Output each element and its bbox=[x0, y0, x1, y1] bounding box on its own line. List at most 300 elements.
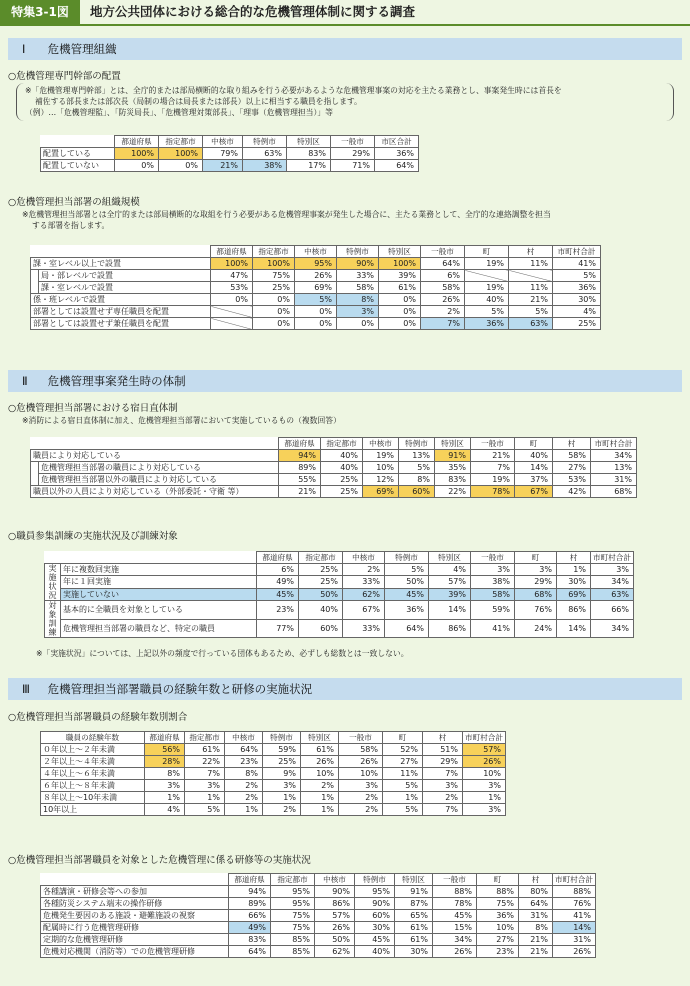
cell: 10% bbox=[339, 768, 383, 780]
cell: 7% bbox=[471, 462, 515, 474]
cell: 71% bbox=[331, 160, 375, 172]
cell: 49% bbox=[229, 922, 271, 934]
col-header: 都道府県 bbox=[229, 874, 271, 886]
col-header: 一般市 bbox=[471, 552, 515, 564]
cell: 21% bbox=[203, 160, 243, 172]
cell: 13% bbox=[591, 462, 637, 474]
cell: 89% bbox=[229, 898, 271, 910]
cell: 69% bbox=[557, 588, 591, 600]
cell: 29% bbox=[331, 148, 375, 160]
cell: 7% bbox=[423, 768, 463, 780]
cell: 19% bbox=[465, 282, 509, 294]
cell: 0% bbox=[253, 318, 295, 330]
cell: 3% bbox=[145, 780, 185, 792]
cell: 25% bbox=[553, 318, 601, 330]
cell: 60% bbox=[355, 910, 395, 922]
table-row bbox=[45, 601, 634, 620]
cell: 100% bbox=[211, 258, 253, 270]
t4-note: ※「実施状況」については、上記以外の頻度で行っている団体もあるため、必ずしも総数とは一致しない。 bbox=[36, 649, 409, 658]
col-header: 中核市 bbox=[343, 552, 385, 564]
cell: 4% bbox=[553, 306, 601, 318]
cell: 3% bbox=[423, 780, 463, 792]
cell: 3% bbox=[463, 804, 506, 816]
table-row bbox=[41, 898, 596, 910]
cell: 7% bbox=[185, 768, 225, 780]
col-header: 指定都市 bbox=[321, 438, 363, 450]
cell: 34% bbox=[591, 619, 634, 638]
col-header: 中核市 bbox=[295, 246, 337, 258]
cell: 75% bbox=[477, 898, 519, 910]
cell: 0% bbox=[295, 318, 337, 330]
cell: 33% bbox=[343, 619, 385, 638]
cell: 3% bbox=[591, 564, 634, 576]
cell: 60% bbox=[299, 619, 343, 638]
table-row bbox=[41, 744, 506, 756]
row-label: 職員以外の人員により対応している（外部委託・守衛 等） bbox=[31, 486, 279, 498]
row-label: 危機管理担当部署の職員により対応している bbox=[39, 462, 279, 474]
cell: 41% bbox=[553, 910, 596, 922]
cell: 9% bbox=[263, 768, 301, 780]
cell: 8% bbox=[145, 768, 185, 780]
cell: 4% bbox=[429, 564, 471, 576]
corner-cell bbox=[39, 438, 279, 450]
table-row bbox=[41, 886, 596, 898]
t2-note bbox=[22, 209, 551, 231]
row-label: 危機発生要因のある施設・避難施設の視察 bbox=[41, 910, 229, 922]
corner-cell bbox=[61, 552, 257, 564]
cell: 64% bbox=[375, 160, 419, 172]
cell: 61% bbox=[395, 934, 433, 946]
cell: 21% bbox=[279, 486, 321, 498]
group-label-status: 実施状況 bbox=[45, 564, 61, 601]
col-header: 特別区 bbox=[287, 136, 331, 148]
table-row bbox=[45, 564, 634, 576]
table-header-row bbox=[45, 552, 634, 564]
table-row bbox=[31, 318, 601, 330]
cell: 88% bbox=[433, 886, 477, 898]
row-label: 危機管理担当部署以外の職員により対応している bbox=[39, 474, 279, 486]
cell: 8% bbox=[337, 294, 379, 306]
indent-cell bbox=[31, 474, 39, 486]
cell: 23% bbox=[225, 756, 263, 768]
cell: 30% bbox=[355, 922, 395, 934]
cell: 85% bbox=[271, 934, 315, 946]
cell: 5% bbox=[295, 294, 337, 306]
table-row bbox=[45, 619, 634, 638]
cell: 90% bbox=[355, 898, 395, 910]
cell: 40% bbox=[299, 601, 343, 620]
col-header: 都道府県 bbox=[145, 732, 185, 744]
header-rule bbox=[0, 24, 690, 26]
row-label: 部署としては設置せず兼任職員を配置 bbox=[31, 318, 211, 330]
cell: 41% bbox=[553, 258, 601, 270]
t1-definition-note bbox=[16, 83, 674, 121]
col-header: 中核市 bbox=[203, 136, 243, 148]
cell: 5% bbox=[465, 306, 509, 318]
col-header: 一般市 bbox=[471, 438, 515, 450]
cell: 35% bbox=[435, 462, 471, 474]
cell: 2% bbox=[421, 306, 465, 318]
row-label: ６年以上～８年未満 bbox=[41, 780, 145, 792]
cell: 0% bbox=[379, 294, 421, 306]
cell: 0% bbox=[379, 318, 421, 330]
table-header-row bbox=[41, 136, 419, 148]
cell: 12% bbox=[363, 474, 399, 486]
cell: 67% bbox=[515, 486, 553, 498]
table-row bbox=[31, 486, 637, 498]
cell: 64% bbox=[519, 898, 553, 910]
table-row bbox=[31, 282, 601, 294]
table-row bbox=[41, 160, 419, 172]
cell: 30% bbox=[553, 294, 601, 306]
cell: 45% bbox=[433, 910, 477, 922]
row-label: 職員により対応している bbox=[31, 450, 279, 462]
cell: 50% bbox=[315, 934, 355, 946]
cell: 1% bbox=[145, 792, 185, 804]
col-header: 都道府県 bbox=[211, 246, 253, 258]
cell: 13% bbox=[399, 450, 435, 462]
cell: 28% bbox=[145, 756, 185, 768]
t3-heading: ○危機管理担当部署における宿日直体制 bbox=[8, 403, 178, 414]
row-label: 局・部レベルで設置 bbox=[39, 270, 211, 282]
cell: 63% bbox=[591, 588, 634, 600]
row-label: 年に１回実施 bbox=[61, 576, 257, 588]
cell: 1% bbox=[185, 792, 225, 804]
col-header: 指定都市 bbox=[185, 732, 225, 744]
cell: 14% bbox=[557, 619, 591, 638]
cell: 19% bbox=[471, 474, 515, 486]
cell: 100% bbox=[379, 258, 421, 270]
row-label: 定期的な危機管理研修 bbox=[41, 934, 229, 946]
cell: 52% bbox=[383, 744, 423, 756]
table-row bbox=[31, 450, 637, 462]
cell: 69% bbox=[363, 486, 399, 498]
col-header: 一般市 bbox=[421, 246, 465, 258]
cell: 60% bbox=[399, 486, 435, 498]
table-row bbox=[45, 576, 634, 588]
figure-header bbox=[0, 0, 690, 24]
cell: 58% bbox=[337, 282, 379, 294]
cell: 62% bbox=[343, 588, 385, 600]
cell: 5% bbox=[383, 780, 423, 792]
col-header: 市町村合計 bbox=[591, 438, 637, 450]
cell: 45% bbox=[257, 588, 299, 600]
t3-note: ※消防による宿日直体制に加え、危機管理担当部署において実施しているもの（複数回答） bbox=[22, 416, 341, 425]
cell: 76% bbox=[515, 601, 557, 620]
cell: 2% bbox=[225, 780, 263, 792]
col-header: 特別区 bbox=[429, 552, 471, 564]
cell: 1% bbox=[225, 804, 263, 816]
cell: 24% bbox=[515, 619, 557, 638]
empty-cell bbox=[211, 306, 253, 318]
corner-cell bbox=[31, 246, 39, 258]
col-header: 村 bbox=[553, 438, 591, 450]
cell: 58% bbox=[553, 450, 591, 462]
cell: 34% bbox=[591, 450, 637, 462]
experience-years-table bbox=[40, 731, 506, 816]
col-header: 一般市 bbox=[331, 136, 375, 148]
section-1-heading bbox=[8, 38, 682, 60]
cell: 14% bbox=[429, 601, 471, 620]
cell: 21% bbox=[519, 946, 553, 958]
cell: 3% bbox=[337, 306, 379, 318]
cell: 61% bbox=[395, 922, 433, 934]
cell: 29% bbox=[423, 756, 463, 768]
row-label: 10年以上 bbox=[41, 804, 145, 816]
cell: 26% bbox=[553, 946, 596, 958]
cell: 25% bbox=[299, 564, 343, 576]
cell: 23% bbox=[257, 601, 299, 620]
group-label-target: 対象訓練 bbox=[45, 601, 61, 638]
cell: 19% bbox=[465, 258, 509, 270]
cell: 90% bbox=[337, 258, 379, 270]
cell: 5% bbox=[383, 804, 423, 816]
corner-cell bbox=[31, 438, 39, 450]
cell: 67% bbox=[343, 601, 385, 620]
t1-note-line-3: （例）…「危機管理監」、「防災局長」、「危機管理対策部長」、「理事（危機管理担当）」等 bbox=[25, 108, 333, 117]
cell: 31% bbox=[553, 934, 596, 946]
cell: 25% bbox=[299, 576, 343, 588]
cell: 36% bbox=[465, 318, 509, 330]
row-label: ４年以上～６年未満 bbox=[41, 768, 145, 780]
cell: 21% bbox=[519, 934, 553, 946]
cell: 95% bbox=[295, 258, 337, 270]
cell: 59% bbox=[263, 744, 301, 756]
section-title: 危機管理事案発生時の体制 bbox=[47, 374, 186, 388]
row-label: 危機管理担当部署の職員など、特定の職員 bbox=[61, 619, 257, 638]
col-header: 村 bbox=[519, 874, 553, 886]
row-label: 課・室レベル以上で設置 bbox=[31, 258, 211, 270]
col-header: 市町村合計 bbox=[463, 732, 506, 744]
row-label: 部署としては設置せず専任職員を配置 bbox=[31, 306, 211, 318]
cell: 41% bbox=[471, 619, 515, 638]
col-header: 特別区 bbox=[379, 246, 421, 258]
col-header: 特例市 bbox=[243, 136, 287, 148]
t6-heading: ○危機管理担当部署職員を対象とした危機管理に係る研修等の実施状況 bbox=[8, 855, 311, 866]
cell: 26% bbox=[463, 756, 506, 768]
cell: 85% bbox=[271, 946, 315, 958]
cell: 3% bbox=[339, 780, 383, 792]
row-label: 配置している bbox=[41, 148, 115, 160]
corner-cell bbox=[41, 136, 115, 148]
cell: 17% bbox=[287, 160, 331, 172]
cell: 88% bbox=[553, 886, 596, 898]
table-row bbox=[41, 148, 419, 160]
cell: 100% bbox=[159, 148, 203, 160]
cell: 64% bbox=[421, 258, 465, 270]
cell: 23% bbox=[477, 946, 519, 958]
table-header-row bbox=[41, 732, 506, 744]
cell: 69% bbox=[295, 282, 337, 294]
cell: 90% bbox=[315, 886, 355, 898]
cell: 25% bbox=[253, 282, 295, 294]
cell: 56% bbox=[145, 744, 185, 756]
col-header: 市区合計 bbox=[375, 136, 419, 148]
col-header: 市町村合計 bbox=[553, 246, 601, 258]
cell: 36% bbox=[385, 601, 429, 620]
cell: 5% bbox=[553, 270, 601, 282]
cell: 1% bbox=[557, 564, 591, 576]
cell: 7% bbox=[421, 318, 465, 330]
cell: 2% bbox=[301, 780, 339, 792]
cell: 91% bbox=[395, 886, 433, 898]
row-label: 年に複数回実施 bbox=[61, 564, 257, 576]
col-header: 特例市 bbox=[385, 552, 429, 564]
cell: 14% bbox=[553, 922, 596, 934]
cell: 26% bbox=[315, 922, 355, 934]
cell: 11% bbox=[509, 282, 553, 294]
row-label: 課・室レベルで設置 bbox=[39, 282, 211, 294]
cell: 0% bbox=[253, 306, 295, 318]
cell: 42% bbox=[553, 486, 591, 498]
section-number: Ⅰ bbox=[22, 42, 26, 56]
table-row bbox=[41, 922, 596, 934]
table-row bbox=[31, 294, 601, 306]
cell: 78% bbox=[433, 898, 477, 910]
indent-cell bbox=[31, 282, 39, 294]
row-label: 配置していない bbox=[41, 160, 115, 172]
cell: 78% bbox=[471, 486, 515, 498]
col-header: 村 bbox=[509, 246, 553, 258]
cell: 64% bbox=[385, 619, 429, 638]
cell: 3% bbox=[471, 564, 515, 576]
training-table bbox=[40, 873, 596, 958]
cell: 10% bbox=[301, 768, 339, 780]
cell: 76% bbox=[553, 898, 596, 910]
cell: 34% bbox=[591, 576, 634, 588]
cell: 51% bbox=[423, 744, 463, 756]
cell: 79% bbox=[203, 148, 243, 160]
table-row bbox=[41, 934, 596, 946]
cell: 26% bbox=[295, 270, 337, 282]
cell: 33% bbox=[343, 576, 385, 588]
cell: 100% bbox=[115, 148, 159, 160]
cell: 80% bbox=[519, 886, 553, 898]
cell: 2% bbox=[225, 792, 263, 804]
row-label: 危機対応機関（消防等）での危機管理研修 bbox=[41, 946, 229, 958]
col-header: 指定都市 bbox=[299, 552, 343, 564]
cell: 2% bbox=[263, 804, 301, 816]
t2-note-line-2: する部署を指します。 bbox=[32, 221, 110, 230]
cell: 100% bbox=[253, 258, 295, 270]
col-header: 中核市 bbox=[363, 438, 399, 450]
cell: 62% bbox=[315, 946, 355, 958]
cell: 0% bbox=[115, 160, 159, 172]
cell: 22% bbox=[185, 756, 225, 768]
corner-header: 職員の経験年数 bbox=[41, 732, 145, 744]
table-row bbox=[45, 588, 634, 600]
cell: 31% bbox=[519, 910, 553, 922]
cell: 26% bbox=[301, 756, 339, 768]
cell: 25% bbox=[321, 474, 363, 486]
cell: 15% bbox=[433, 922, 477, 934]
cell: 59% bbox=[471, 601, 515, 620]
cell: 66% bbox=[591, 601, 634, 620]
row-label: ２年以上～４年未満 bbox=[41, 756, 145, 768]
cell: 5% bbox=[185, 804, 225, 816]
cell: 27% bbox=[553, 462, 591, 474]
cell: 6% bbox=[421, 270, 465, 282]
cell: 55% bbox=[279, 474, 321, 486]
col-header: 特別区 bbox=[301, 732, 339, 744]
col-header: 特例市 bbox=[355, 874, 395, 886]
figure-badge: 特集3-1図 bbox=[0, 0, 80, 24]
table-row bbox=[31, 270, 601, 282]
cell: 63% bbox=[509, 318, 553, 330]
cell: 95% bbox=[271, 898, 315, 910]
cell: 86% bbox=[557, 601, 591, 620]
cell: 53% bbox=[553, 474, 591, 486]
cell: 36% bbox=[375, 148, 419, 160]
cell: 65% bbox=[395, 910, 433, 922]
cell: 31% bbox=[591, 474, 637, 486]
cell: 86% bbox=[429, 619, 471, 638]
cell: 26% bbox=[339, 756, 383, 768]
col-header: 指定都市 bbox=[271, 874, 315, 886]
table-header-row bbox=[31, 246, 601, 258]
cell: 0% bbox=[253, 294, 295, 306]
cell: 19% bbox=[363, 450, 399, 462]
cell: 2% bbox=[423, 792, 463, 804]
cell: 50% bbox=[299, 588, 343, 600]
col-header: 特例市 bbox=[337, 246, 379, 258]
row-label: ８年以上～10年未満 bbox=[41, 792, 145, 804]
section-3-heading bbox=[8, 678, 682, 700]
org-scale-table bbox=[30, 245, 601, 330]
col-header: 都道府県 bbox=[115, 136, 159, 148]
empty-cell bbox=[509, 270, 553, 282]
row-label: 実施していない bbox=[61, 588, 257, 600]
cell: 2% bbox=[339, 804, 383, 816]
cell: 61% bbox=[301, 744, 339, 756]
cell: 61% bbox=[379, 282, 421, 294]
cell: 40% bbox=[515, 450, 553, 462]
t1-note-line-2: 補佐する部長または部次長（局制の場合は局長または部長）以上に相当する職員を指します。 bbox=[35, 97, 362, 106]
cell: 8% bbox=[399, 474, 435, 486]
table-row bbox=[31, 474, 637, 486]
cell: 30% bbox=[395, 946, 433, 958]
cell: 7% bbox=[423, 804, 463, 816]
cell: 40% bbox=[321, 450, 363, 462]
col-header: 町 bbox=[477, 874, 519, 886]
t2-heading: ○危機管理担当部署の組織規模 bbox=[8, 197, 140, 208]
cell: 45% bbox=[385, 588, 429, 600]
table-row bbox=[31, 306, 601, 318]
cell: 11% bbox=[509, 258, 553, 270]
cell: 1% bbox=[301, 792, 339, 804]
corner-cell bbox=[39, 246, 211, 258]
cell: 11% bbox=[383, 768, 423, 780]
cell: 68% bbox=[515, 588, 557, 600]
col-header: 町 bbox=[515, 438, 553, 450]
col-header: 町 bbox=[383, 732, 423, 744]
cell: 57% bbox=[463, 744, 506, 756]
assembly-drill-table bbox=[44, 551, 634, 638]
cell: 94% bbox=[229, 886, 271, 898]
cell: 5% bbox=[385, 564, 429, 576]
row-label: 配属時に行う危機管理研修 bbox=[41, 922, 229, 934]
table-row bbox=[31, 258, 601, 270]
cell: 77% bbox=[257, 619, 299, 638]
cell: 75% bbox=[271, 910, 315, 922]
cell: 75% bbox=[253, 270, 295, 282]
cell: 37% bbox=[515, 474, 553, 486]
cell: 95% bbox=[271, 886, 315, 898]
cell: 25% bbox=[263, 756, 301, 768]
cell: 27% bbox=[477, 934, 519, 946]
cell: 83% bbox=[229, 934, 271, 946]
section-number: Ⅲ bbox=[22, 682, 30, 696]
